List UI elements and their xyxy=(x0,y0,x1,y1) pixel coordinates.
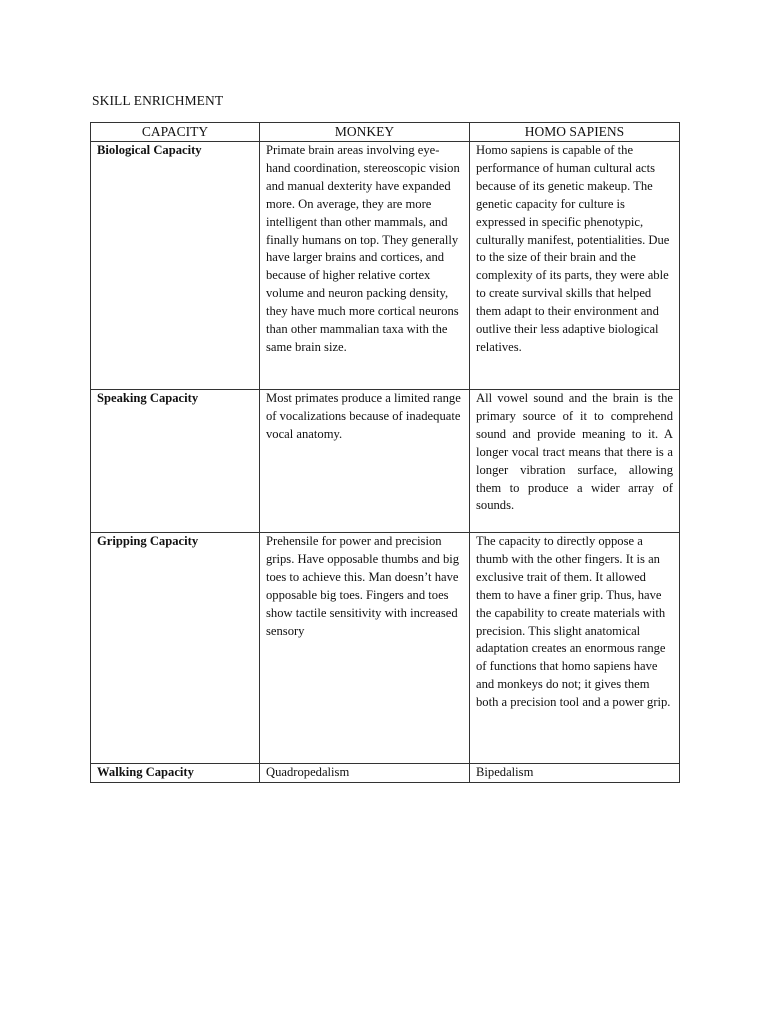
row-label-gripping: Gripping Capacity xyxy=(91,533,260,764)
cell-homo-sapiens-gripping: The capacity to directly oppose a thumb with the other fingers. It is an exclusive trait of them. It allowed them to have a finer grip. Thus, have the capability to create materials with precision. This slight anatomical adaptation creates an enormous range of functions that homo sapiens have and monkeys do not; it gives them both a precision tool and a power grip. xyxy=(470,533,680,764)
row-label-biological: Biological Capacity xyxy=(91,142,260,390)
row-label-speaking: Speaking Capacity xyxy=(91,390,260,533)
header-capacity: CAPACITY xyxy=(91,123,260,142)
cell-monkey-biological: Primate brain areas involving eye-hand coordination, stereoscopic vision and manual dexterity have expanded more. On average, they are more intelligent than other mammals, and finally humans on top. They generally have larger brains and cortices, and because of higher relative cortex volume and neuron packing density, they have much more cortical neurons than other mammalian taxa with the same brain size. xyxy=(260,142,470,390)
table-header-row xyxy=(91,123,680,142)
table-row xyxy=(91,390,680,533)
document-heading: SKILL ENRICHMENT xyxy=(92,93,224,108)
cell-monkey-walking: Quadropedalism xyxy=(260,764,470,783)
header-monkey: MONKEY xyxy=(260,123,470,142)
row-label-walking: Walking Capacity xyxy=(91,764,260,783)
comparison-table xyxy=(90,122,680,783)
cell-homo-sapiens-walking: Bipedalism xyxy=(470,764,680,783)
table-row xyxy=(91,764,680,783)
table-row xyxy=(91,142,680,390)
cell-monkey-gripping: Prehensile for power and precision grips. Have opposable thumbs and big toes to achieve this. Man doesn’t have opposable big toes. Fingers and toes show tactile sensitivity with increased sensory xyxy=(260,533,470,764)
header-homo-sapiens: HOMO SAPIENS xyxy=(470,123,680,142)
cell-monkey-speaking: Most primates produce a limited range of vocalizations because of inadequate vocal anatomy. xyxy=(260,390,470,533)
cell-homo-sapiens-speaking: All vowel sound and the brain is the primary source of it to comprehend sound and provide meaning to it. A longer vocal tract means that there is a longer vibration surface, allowing them to produce a wider array of sounds. xyxy=(470,390,680,533)
cell-homo-sapiens-biological: Homo sapiens is capable of the performance of human cultural acts because of its genetic makeup. The genetic capacity for culture is expressed in specific phenotypic, culturally manifest, potentialities. Due to the size of their brain and the complexity of its parts, they were able to create survival skills that helped them adapt to their environment and outlive their less adaptive biological relatives. xyxy=(470,142,680,390)
table-row xyxy=(91,533,680,764)
